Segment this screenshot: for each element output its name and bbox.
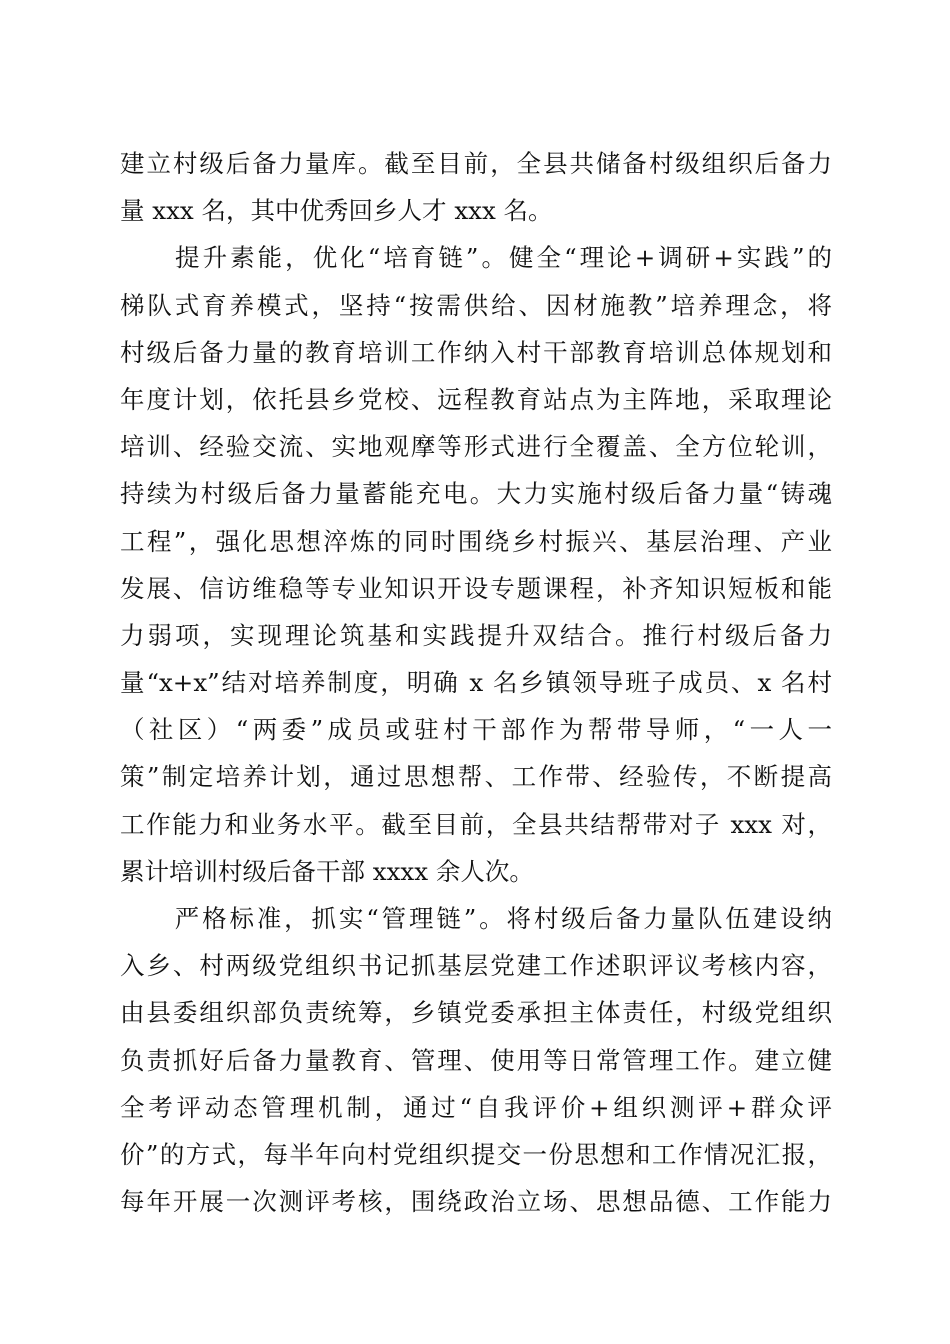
text-line: 培训、经验交流、实地观摩等形式进行全覆盖、全方位轮训， xyxy=(120,432,832,462)
text-line: 策”制定培养计划，通过思想帮、工作带、经验传，不断提高 xyxy=(120,762,832,792)
text-line: 累计培训村级后备干部 xxxx 余人次。 xyxy=(120,856,534,886)
document-body xyxy=(120,140,832,1225)
text-line: 力弱项，实现理论筑基和实践提升双结合。推行村级后备力 xyxy=(120,620,832,650)
text-line: 工程”，强化思想淬炼的同时围绕乡村振兴、基层治理、产业 xyxy=(120,526,832,556)
text-line: 持续为村级后备力量蓄能充电。大力实施村级后备力量“铸魂 xyxy=(120,479,832,509)
text-line: 梯队式育养模式，坚持“按需供给、因材施教”培养理念，将 xyxy=(120,290,832,320)
paragraph-2 xyxy=(120,234,832,895)
text-line: 价”的方式，每半年向村党组织提交一份思想和工作情况汇报， xyxy=(120,1139,832,1169)
text-line: 量“x+x”结对培养制度，明确 x 名乡镇领导班子成员、x 名村 xyxy=(120,668,832,698)
text-line: 严格标准，抓实“管理链”。将村级后备力量队伍建设纳 xyxy=(120,904,832,933)
text-line: 建立村级后备力量库。截至目前，全县共储备村级组织后备力 xyxy=(120,149,832,178)
text-line: 每年开展一次测评考核，围绕政治立场、思想品德、工作能力 xyxy=(120,1187,832,1217)
text-line: 提升素能，优化“培育链”。健全“理论+调研+实践”的 xyxy=(120,243,832,273)
text-line: 发展、信访维稳等专业知识开设专题课程，补齐知识短板和能 xyxy=(120,573,832,603)
paragraph-1 xyxy=(120,140,832,234)
text-line: 年度计划，依托县乡党校、远程教育站点为主阵地，采取理论 xyxy=(120,384,832,414)
text-line: 村级后备力量的教育培训工作纳入村干部教育培训总体规划和 xyxy=(120,337,832,367)
text-line: （社区）“两委”成员或驻村干部作为帮带导师，“一人一 xyxy=(120,715,832,745)
text-line: 量 xxx 名，其中优秀回乡人才 xxx 名。 xyxy=(120,196,553,226)
text-line: 由县委组织部负责统筹，乡镇党委承担主体责任，村级党组织 xyxy=(120,998,832,1028)
text-line: 工作能力和业务水平。截至目前，全县共结帮带对子 xxx 对， xyxy=(120,809,832,839)
paragraph-3 xyxy=(120,895,832,1225)
text-line: 负责抓好后备力量教育、管理、使用等日常管理工作。建立健 xyxy=(120,1045,832,1075)
text-line: 全考评动态管理机制，通过“自我评价+组织测评+群众评 xyxy=(120,1092,832,1122)
text-line: 入乡、村两级党组织书记抓基层党建工作述职评议考核内容， xyxy=(120,951,832,981)
